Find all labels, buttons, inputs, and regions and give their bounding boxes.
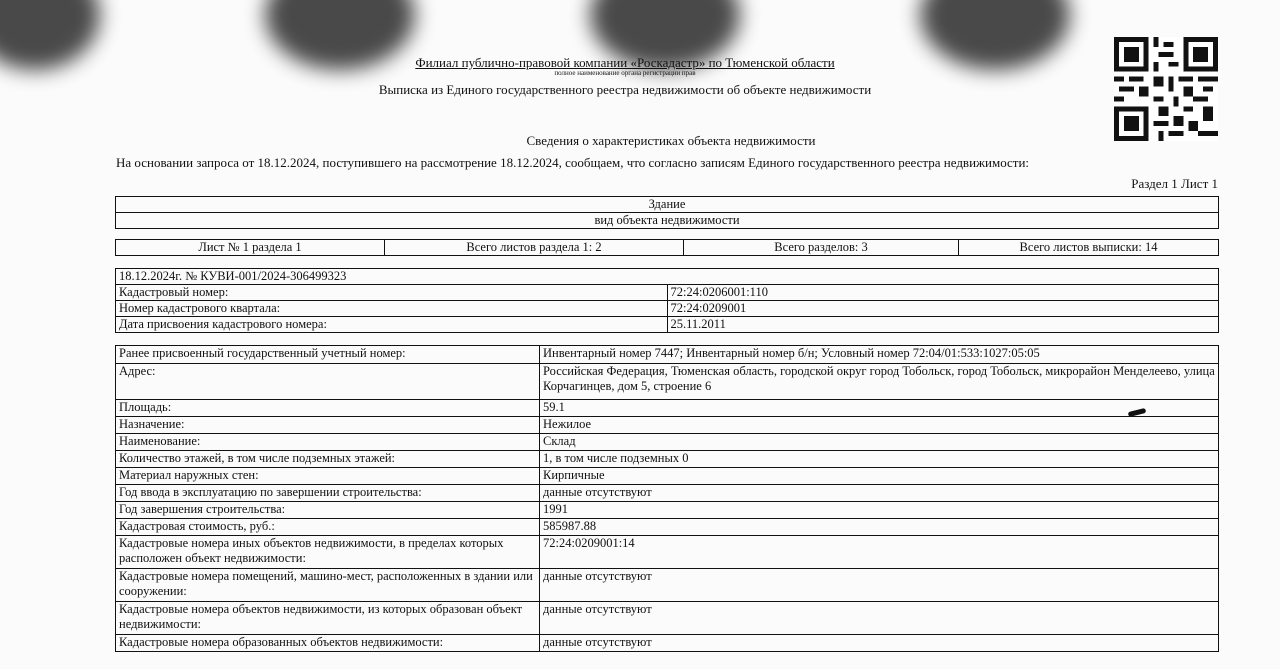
table-row bbox=[116, 485, 1219, 502]
extract-sheets-total: Всего листов выписки: 14 bbox=[959, 240, 1219, 256]
intro-paragraph: На основании запроса от 18.12.2024, поступившего на рассмотрение 18.12.2024, сообщаем, что согласно записям Единого государственного реестра недвижимости: bbox=[116, 155, 1030, 170]
field-label: Наименование: bbox=[116, 434, 540, 451]
field-value: 585987.88 bbox=[540, 519, 1219, 536]
organization-caption: полное наименование органа регистрации прав bbox=[554, 69, 696, 77]
field-value: 25.11.2011 bbox=[667, 317, 1219, 333]
field-label: Год завершения строительства: bbox=[116, 502, 540, 519]
field-label: Номер кадастрового квартала: bbox=[116, 301, 668, 317]
table-row bbox=[116, 400, 1219, 417]
table-row bbox=[116, 502, 1219, 519]
section-sheet-label: Раздел 1 Лист 1 bbox=[1131, 176, 1218, 191]
field-value: Склад bbox=[540, 434, 1219, 451]
object-type: Здание bbox=[116, 197, 1219, 213]
field-value: данные отсутствуют bbox=[540, 602, 1219, 635]
field-label: Кадастровые номера объектов недвижимости, из которых образован объект недвижимости: bbox=[116, 602, 540, 635]
field-value: Нежилое bbox=[540, 417, 1219, 434]
table-row bbox=[116, 635, 1219, 652]
field-label: Кадастровый номер: bbox=[116, 285, 668, 301]
table-row bbox=[116, 602, 1219, 635]
field-label: Адрес: bbox=[116, 364, 540, 400]
identification-table bbox=[115, 268, 1219, 333]
field-value: 72:24:0206001:110 bbox=[667, 285, 1219, 301]
section-sheets-total: Всего листов раздела 1: 2 bbox=[385, 240, 684, 256]
sheet-number: Лист № 1 раздела 1 bbox=[116, 240, 385, 256]
table-row bbox=[116, 569, 1219, 602]
object-type-caption: вид объекта недвижимости bbox=[116, 213, 1219, 229]
field-value: данные отсутствуют bbox=[540, 485, 1219, 502]
field-value: 59.1 bbox=[540, 400, 1219, 417]
table-row bbox=[116, 417, 1219, 434]
table-row bbox=[116, 285, 1219, 301]
table-row bbox=[116, 364, 1219, 400]
section-title: Сведения о характеристиках объекта недвижимости bbox=[526, 133, 816, 148]
field-label: Кадастровые номера помещений, машино-мест, расположенных в здании или сооружении: bbox=[116, 569, 540, 602]
organization-name: Филиал публично-правовой компании «Роскадастр» по Тюменской области bbox=[415, 55, 835, 70]
field-label: Кадастровые номера образованных объектов недвижимости: bbox=[116, 635, 540, 652]
field-label: Ранее присвоенный государственный учетный номер: bbox=[116, 346, 540, 364]
field-label: Год ввода в эксплуатацию по завершении строительства: bbox=[116, 485, 540, 502]
field-value: 72:24:0209001:14 bbox=[540, 536, 1219, 569]
table-row bbox=[116, 317, 1219, 333]
field-label: Кадастровая стоимость, руб.: bbox=[116, 519, 540, 536]
field-value: Инвентарный номер 7447; Инвентарный номер б/н; Условный номер 72:04/01:533:1027:05:05 bbox=[540, 346, 1219, 364]
sections-total: Всего разделов: 3 bbox=[684, 240, 959, 256]
field-value: 1, в том числе подземных 0 bbox=[540, 451, 1219, 468]
table-row bbox=[116, 301, 1219, 317]
field-value: 72:24:0209001 bbox=[667, 301, 1219, 317]
field-value: Кирпичные bbox=[540, 468, 1219, 485]
object-type-table bbox=[115, 196, 1219, 229]
sheets-table bbox=[115, 239, 1219, 256]
characteristics-table bbox=[115, 345, 1219, 652]
field-value: данные отсутствуют bbox=[540, 635, 1219, 652]
field-label: Назначение: bbox=[116, 417, 540, 434]
field-label: Площадь: bbox=[116, 400, 540, 417]
field-label: Количество этажей, в том числе подземных этажей: bbox=[116, 451, 540, 468]
request-number: 18.12.2024г. № КУВИ-001/2024-306499323 bbox=[116, 269, 1219, 285]
qr-code-icon bbox=[1112, 37, 1220, 141]
field-label: Дата присвоения кадастрового номера: bbox=[116, 317, 668, 333]
table-row bbox=[116, 536, 1219, 569]
field-label: Материал наружных стен: bbox=[116, 468, 540, 485]
field-value: 1991 bbox=[540, 502, 1219, 519]
field-value: данные отсутствуют bbox=[540, 569, 1219, 602]
table-row bbox=[116, 468, 1219, 485]
table-row bbox=[116, 519, 1219, 536]
table-row bbox=[116, 346, 1219, 364]
table-row bbox=[116, 434, 1219, 451]
field-label: Кадастровые номера иных объектов недвижимости, в пределах которых расположен объект недвижимости: bbox=[116, 536, 540, 569]
document-title: Выписка из Единого государственного реестра недвижимости об объекте недвижимости bbox=[378, 82, 872, 97]
field-value: Российская Федерация, Тюменская область, городской округ город Тобольск, город Тобольск, микрорайон Менделеево, улица Корчагинцев, дом 5, строение 6 bbox=[540, 364, 1219, 400]
table-row bbox=[116, 451, 1219, 468]
